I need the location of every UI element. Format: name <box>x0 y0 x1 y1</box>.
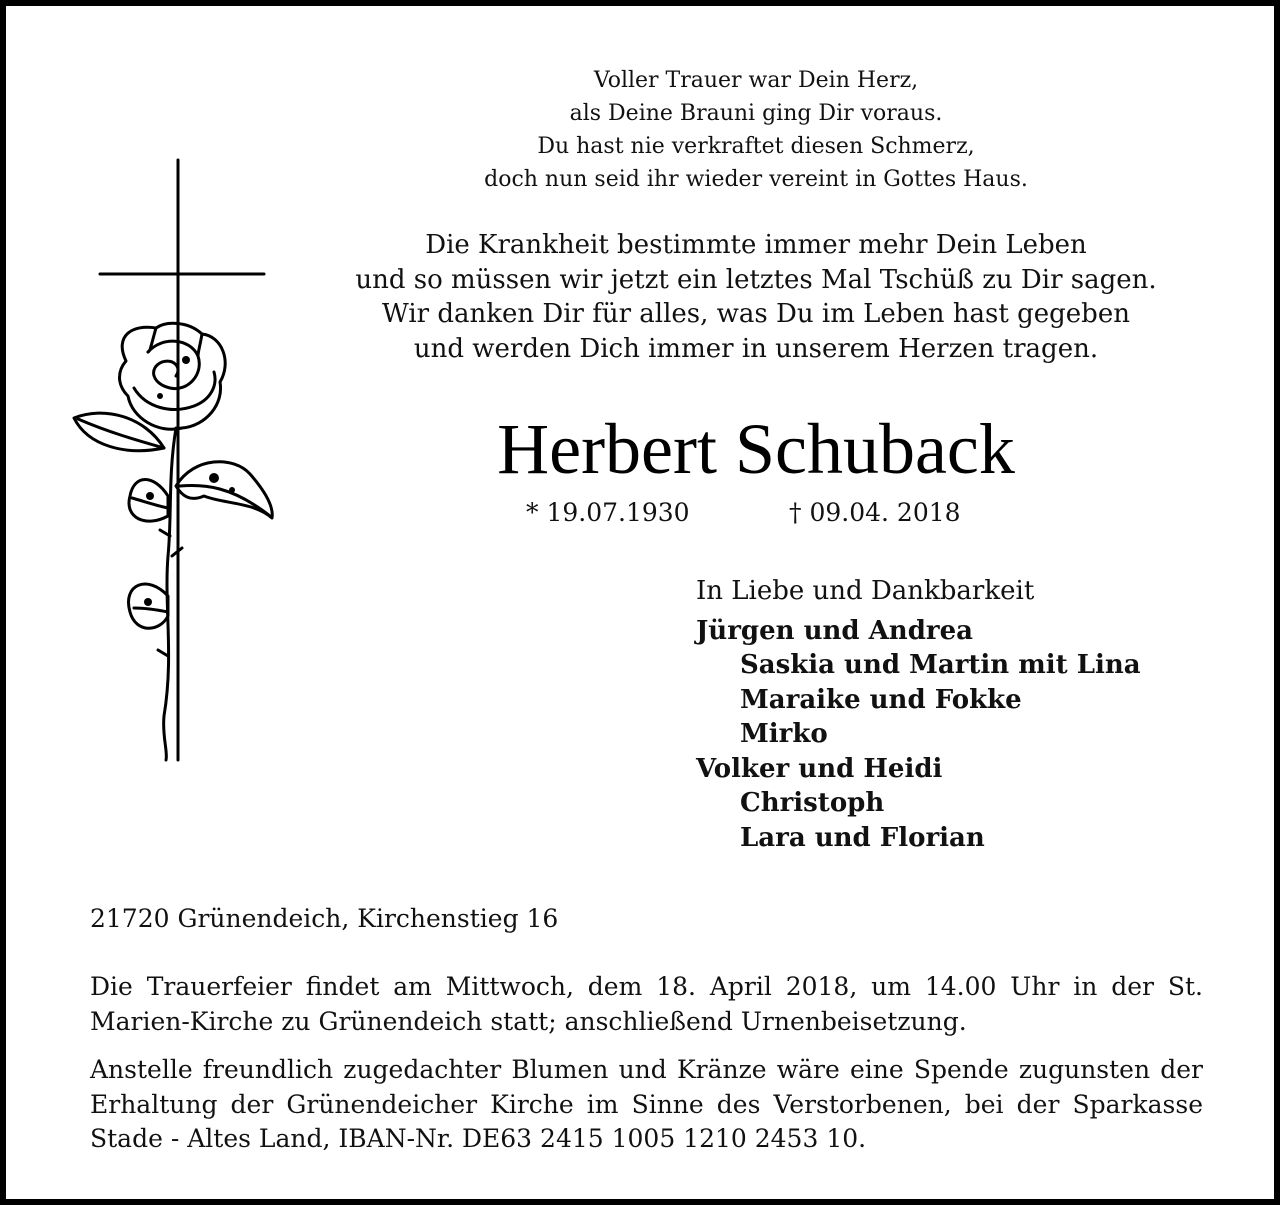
poem-stanza-1 <box>306 64 1206 196</box>
family-intro: In Liebe und Dankbarkeit <box>696 576 1035 606</box>
poem-line: Wir danken Dir für alles, was Du im Leben hast gegeben <box>382 299 1130 329</box>
poem-line: und so müssen wir jetzt ein letztes Mal Tschüß zu Dir sagen. <box>355 264 1157 295</box>
family-member: Lara und Florian <box>740 822 985 853</box>
birth-date: * 19.07.1930 <box>526 498 690 527</box>
poem-stanza-2 <box>306 228 1206 366</box>
poem-line: und werden Dich immer in unserem Herzen tragen. <box>413 333 1099 364</box>
poem-line: Voller Trauer war Dein Herz, <box>593 68 919 93</box>
family-list <box>696 574 1256 855</box>
family-member: Christoph <box>740 788 885 818</box>
family-member: Mirko <box>740 719 828 749</box>
family-member: Volker und Heidi <box>696 753 943 784</box>
cross-with-rose-icon <box>64 156 284 766</box>
family-member: Jürgen und Andrea <box>696 615 973 646</box>
poem-line: Du hast nie verkraftet diesen Schmerz, <box>537 134 975 159</box>
family-member: Saskia und Martin mit Lina <box>740 650 1141 680</box>
address: 21720 Grünendeich, Kirchenstieg 16 <box>90 904 559 933</box>
poem-line: als Deine Brauni ging Dir voraus. <box>569 101 943 126</box>
poem-line: doch nun seid ihr wieder vereint in Gottes Haus. <box>484 167 1028 192</box>
poem-line: Die Krankheit bestimmte immer mehr Dein Leben <box>425 230 1087 260</box>
death-date: † 09.04. 2018 <box>789 498 961 527</box>
donation-paragraph: Anstelle freundlich zugedachter Blumen und Kränze wäre eine Spende zugunsten der Erhaltung der Grünendeicher Kirche im Sinne des Verstorbenen, bei der Sparkasse Stade - Altes Land, IBAN-Nr. DE63 2415 1005 1210 2453 10. <box>90 1055 1203 1153</box>
family-member: Maraike und Fokke <box>740 684 1022 715</box>
deceased-name: Herbert Schuback <box>497 409 1015 489</box>
funeral-service-paragraph: Die Trauerfeier findet am Mittwoch, dem 18. April 2018, um 14.00 Uhr in der St. Marien-Kirche zu Grünendeich statt; anschließend Urnenbeisetzung. <box>90 972 1203 1036</box>
